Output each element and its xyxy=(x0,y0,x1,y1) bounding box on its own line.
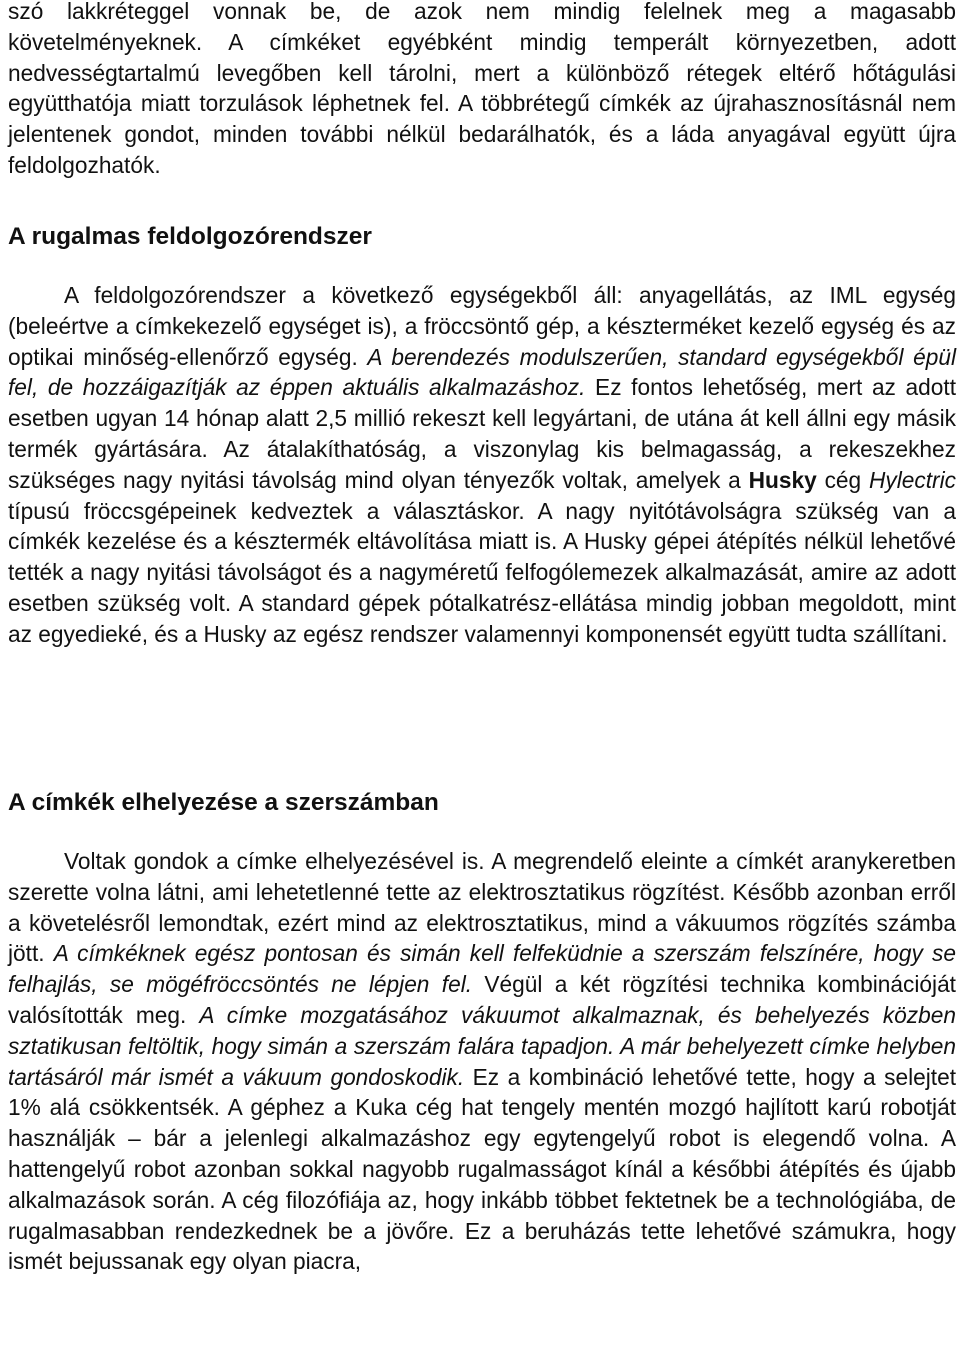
label-placement-paragraph xyxy=(8,846,956,1277)
text-run: cég xyxy=(816,466,870,493)
italic-run: A címke mozgatásához vákuumot alkalmaznak, és behelyezés közben sztatikusan feltöltik, hogy simán a szerszám falára tapadjon. A már behelyezett címke helyben tartásáról már ismét a vákuum gondoskodik. xyxy=(8,1001,956,1090)
flexible-system-paragraph xyxy=(8,280,956,650)
section-heading-label-placement: A címkék elhelyezése a szerszámban xyxy=(8,789,439,816)
italic-run: Hylectric xyxy=(869,466,956,493)
italic-run: A berendezés modulszerűen, standard egységekből épül fel, de hozzáigazítják az éppen aktuális alkalmazáshoz. xyxy=(8,343,956,401)
text-run: Végül a két rögzítési technika kombinációját valósították meg. xyxy=(8,971,956,1028)
text-run: Ez a kombináció lehetővé tette, hogy a selejtet 1% alá csökkentsék. A géphez a Kuka cég hat tengely mentén mozgó hajlított karú robotját használják – bár a jelenlegi alkalmazáshoz egy egytengelyű robot is elegendő volna. A hattengelyű robot azonban sokkal nagyobb rugalmasságot kínál a későbbi átépítés és újabb alkalmazások során. A cég filozófiája az, hogy inkább többet fektetnek be a technológiába, de rugalmasabban rendezkednek be a jövőre. Ez a beruházás tette lehetővé számukra, hogy ismét bejussanak egy olyan piacra, xyxy=(8,1063,957,1275)
text-run: típusú fröccsgépeinek kedveztek a választáskor. A nagy nyitótávolságra szükség van a címkék kezelése és a késztermék eltávolítása miatt is. A Husky gépei átépítés nélkül lehetővé tették a nagy nyitási távolságot és a nagyméretű felfogólemezek alkalmazását, amire az adott esetben szükség volt. A standard gépek pótalkatrész-ellátása mindig jobban megoldott, mint az egyedieké, és a Husky az egész rendszer valamennyi komponensét együtt tudta szállítani. xyxy=(8,497,956,647)
bold-run: Husky xyxy=(748,466,817,493)
italic-run: A címkéknek egész pontosan és simán kell felfeküdnie a szerszám felszínére, hogy se felhajlás, se mögéfröccsöntés ne lépjen fel. xyxy=(8,940,956,998)
text-run: Ez fontos lehetőség, mert az adott esetben ugyan 14 hónap alatt 2,5 millió rekeszt kell legyártani, de utána át kell állni egy másik termék gyártására. Az átalakíthatóság, a viszonylag kis belmagasság, a rekeszekhez szükséges nagy nyitási távolság mind olyan tényezők voltak, amelyek a xyxy=(8,374,956,493)
section-heading-flexible-processing-system: A rugalmas feldolgozórendszer xyxy=(8,223,372,250)
text-run: A feldolgozórendszer a következő egységekből áll: anyagellátás, az IML egység (beleértve a címkekezelő egységet is), a fröccsöntő gép, a készterméket kezelő egység és az optikai minőség-ellenőrző egység. xyxy=(8,282,956,370)
intro-paragraph: szó lakkréteggel vonnak be, de azok nem mindig felelnek meg a magasabb követelményeknek. A címkéket egyébként mindig temperált környezetben, adott nedvességtartalmú levegőben kell tárolni, mert a különböző rétegek eltérő hőtágulási együtthatója miatt torzulások léphetnek fel. A többrétegű címkék az újrahasznosításnál nem jelentenek gondot, minden további nélkül bedarálhatók, és a láda anyagával együtt újra feldolgozhatók. xyxy=(8,0,956,178)
text-run: Voltak gondok a címke elhelyezésével is. A megrendelő eleinte a címkét aranykeretben szerette volna látni, ami lehetetlenné tette az elektrosztatikus rögzítést. Később azonban erről a követelésről lemondtak, ezért mind az elektrosztatikus, mind a vákuumos rögzítés számba jött. xyxy=(8,848,956,967)
